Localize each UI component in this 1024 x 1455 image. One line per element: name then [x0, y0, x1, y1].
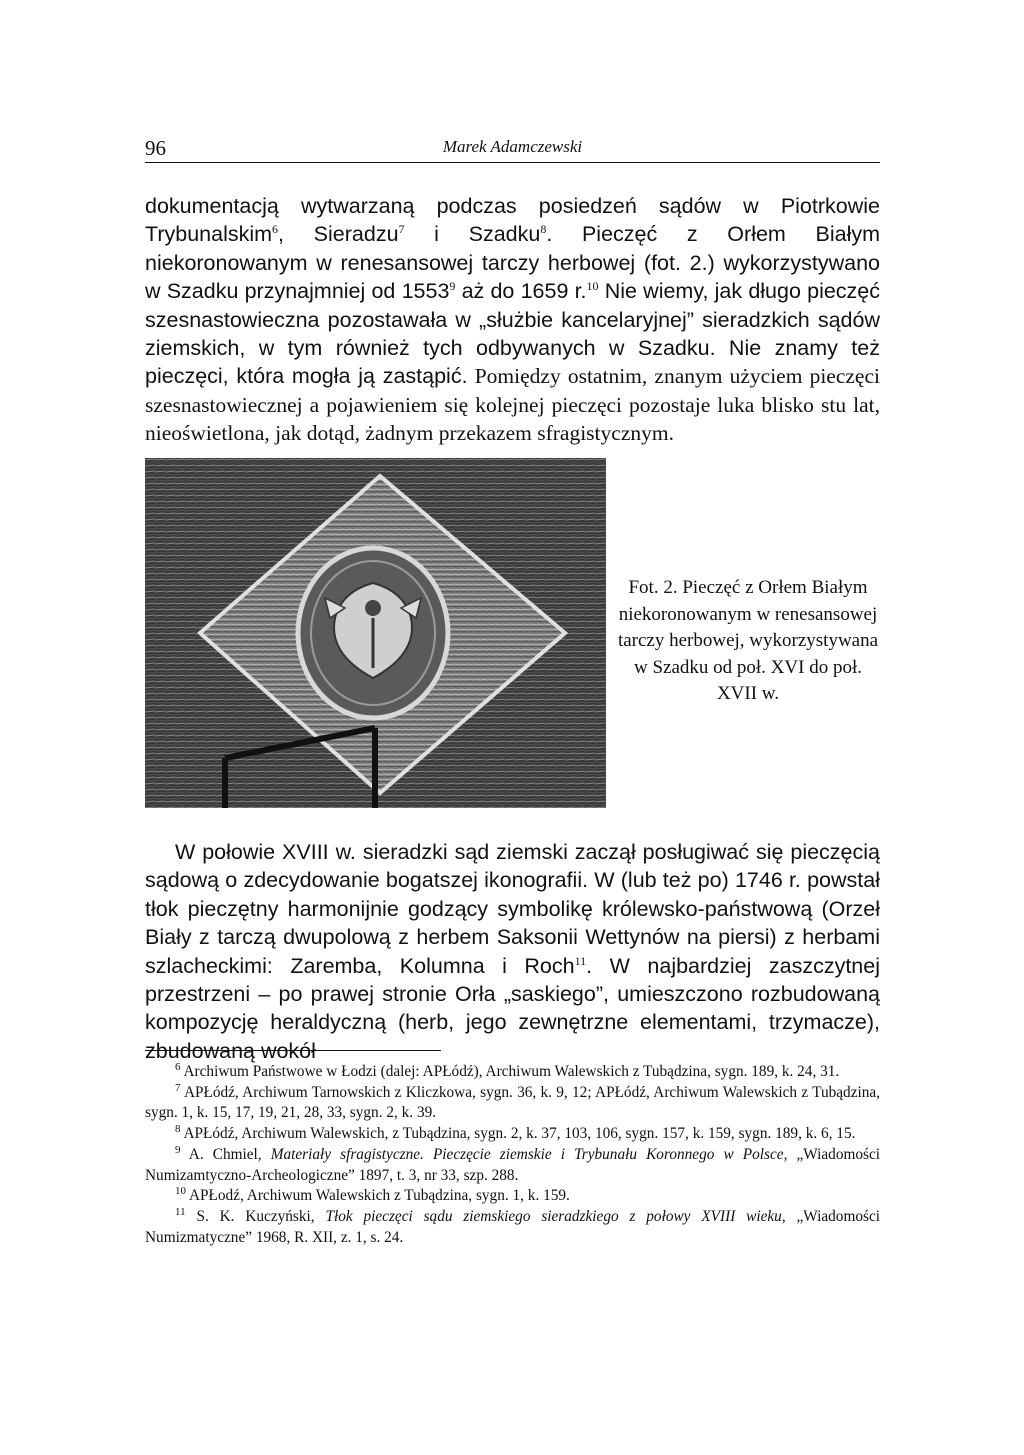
footnote-text: , „Wiadomości Numizmatyczne” 1968, R. XII, z. 1, s. 24.: [145, 1207, 880, 1246]
running-head: Marek Adamczewski: [442, 137, 583, 156]
text-run: dokumentacją wytwarzaną podczas posiedzeń sądów w Piotrkowie Trybunalskim: [145, 194, 880, 247]
footnote-number: 11: [175, 1205, 186, 1218]
footnote-ref[interactable]: 8: [540, 222, 547, 237]
photo-caption: Fot. 2. Pieczęć z Orłem Białym niekoronowanym w renesansowej tarczy herbowej, wykorzystywana w Szadku od poł. XVI do poł. XVII w.: [617, 577, 879, 704]
footnote-ref[interactable]: 7: [398, 222, 405, 237]
text-run: W połowie XVIII w. sieradzki sąd ziemski zaczął posługiwać się pieczęcią sądową o zdecydowanie bogatszej ikonografii. W (lub też po) 1746 r. powstał tłok pieczętny harmonijnie godzący symbolikę królewsko-państwową (Orzeł Biały z tarczą dwupolową z herbem Saksonii Wettynów na piersi) z herbami szlacheckimi: Zaremba, Kolumna i Roch: [145, 840, 880, 978]
footnote-ref[interactable]: 10: [586, 279, 599, 294]
footnote-separator: [145, 1050, 441, 1051]
footnote-ref[interactable]: 6: [272, 222, 279, 237]
paragraph-2: [145, 838, 880, 1065]
footnote-text: S. K. Kuczyński,: [196, 1207, 326, 1225]
footnote-6: [145, 1062, 880, 1083]
paragraph-1: [145, 192, 880, 448]
footnote-8: [145, 1124, 880, 1145]
text-run: . Pieczęć z Orłem Białym niekoronowanym w renesansowej tarczy herbowej (fot. 2.) wykorzystywano w Szadku przynajmniej od 1553: [145, 222, 881, 304]
footnotes: [145, 1062, 880, 1248]
text-run: . W najbardziej zaszczytnej przestrzeni – po prawej stronie Orła „saskiego”, umieszczono rozbudowaną kompozycję heraldyczną (herb, jego zewnętrzne elementami, trzymacze), zbudowaną wokół: [145, 953, 880, 1063]
footnote-text: APŁodź, Archiwum Walewskich z Tubądzina, sygn. 1, k. 159.: [188, 1187, 570, 1205]
footnote-number: 7: [175, 1081, 181, 1094]
text-run: i Szadku: [404, 222, 541, 247]
footnote-number: 8: [175, 1123, 181, 1136]
footnote-number: 10: [175, 1185, 186, 1198]
text-run: aż do 1659 r.: [455, 279, 587, 304]
page-number: 96: [145, 136, 166, 160]
text-run: Nie wiemy, jak długo pieczęć szesnastowieczna pozostawała w „służbie kancelaryjnej” sieradzkich sądów ziemskich, w tym również tych odbywanych w Szadku. Nie znamy też pieczęci, która mogła ją zastąpić.: [145, 279, 881, 389]
footnote-9: [145, 1145, 880, 1186]
footnote-number: 9: [175, 1143, 181, 1156]
footnote-ref[interactable]: 11: [574, 953, 587, 968]
footnote-text: APŁódź, Archiwum Tarnowskich z Kliczkowa, sygn. 36, k. 9, 12; APŁódź, Archiwum Walewskich z Tubądzina, sygn. 1, k. 15, 17, 19, 21, 28, 33, sygn. 2, k. 39.: [145, 1083, 880, 1122]
footnote-number: 6: [175, 1061, 181, 1073]
footnote-7: [145, 1083, 880, 1124]
footnote-ref[interactable]: 9: [449, 279, 456, 294]
footnote-title: Materiały sfragistyczne. Pieczęcie ziemskie i Trybunału Koronnego w Polsce: [270, 1145, 784, 1163]
footnote-text: Archiwum Państwowe w Łodzi (dalej: APŁódź), Archiwum Walewskich z Tubądzina, sygn. 189, k. 24, 31.: [183, 1063, 840, 1080]
page-header: [145, 136, 880, 163]
footnote-10: [145, 1186, 880, 1207]
footnote-title: Tłok pieczęci sądu ziemskiego sieradzkiego z połowy XVIII wieku: [325, 1207, 782, 1225]
seal-photo-drawing: [145, 458, 606, 808]
seal-photo: [145, 458, 606, 808]
footnote-text: APŁódź, Archiwum Walewskich, z Tubądzina, sygn. 2, k. 37, 103, 106, sygn. 157, k. 159, sygn. 189, k. 6, 15.: [183, 1125, 856, 1143]
footnote-text: , „Wiadomości Numizamtyczno-Archeologiczne” 1897, t. 3, nr 33, szp. 288.: [145, 1145, 881, 1184]
text-run: Pomiędzy ostatnim, znanym użyciem pieczęci szesnastowiecznej a pojawieniem się kolejnej pieczęci pozostaje luka blisko stu lat, nieoświetlona, jak dotąd, żadnym przekazem sfragistycznym.: [145, 364, 880, 446]
footnote-text: A. Chmiel,: [188, 1145, 271, 1163]
footnote-11: [145, 1207, 880, 1248]
text-run: , Sieradzu: [278, 222, 399, 247]
